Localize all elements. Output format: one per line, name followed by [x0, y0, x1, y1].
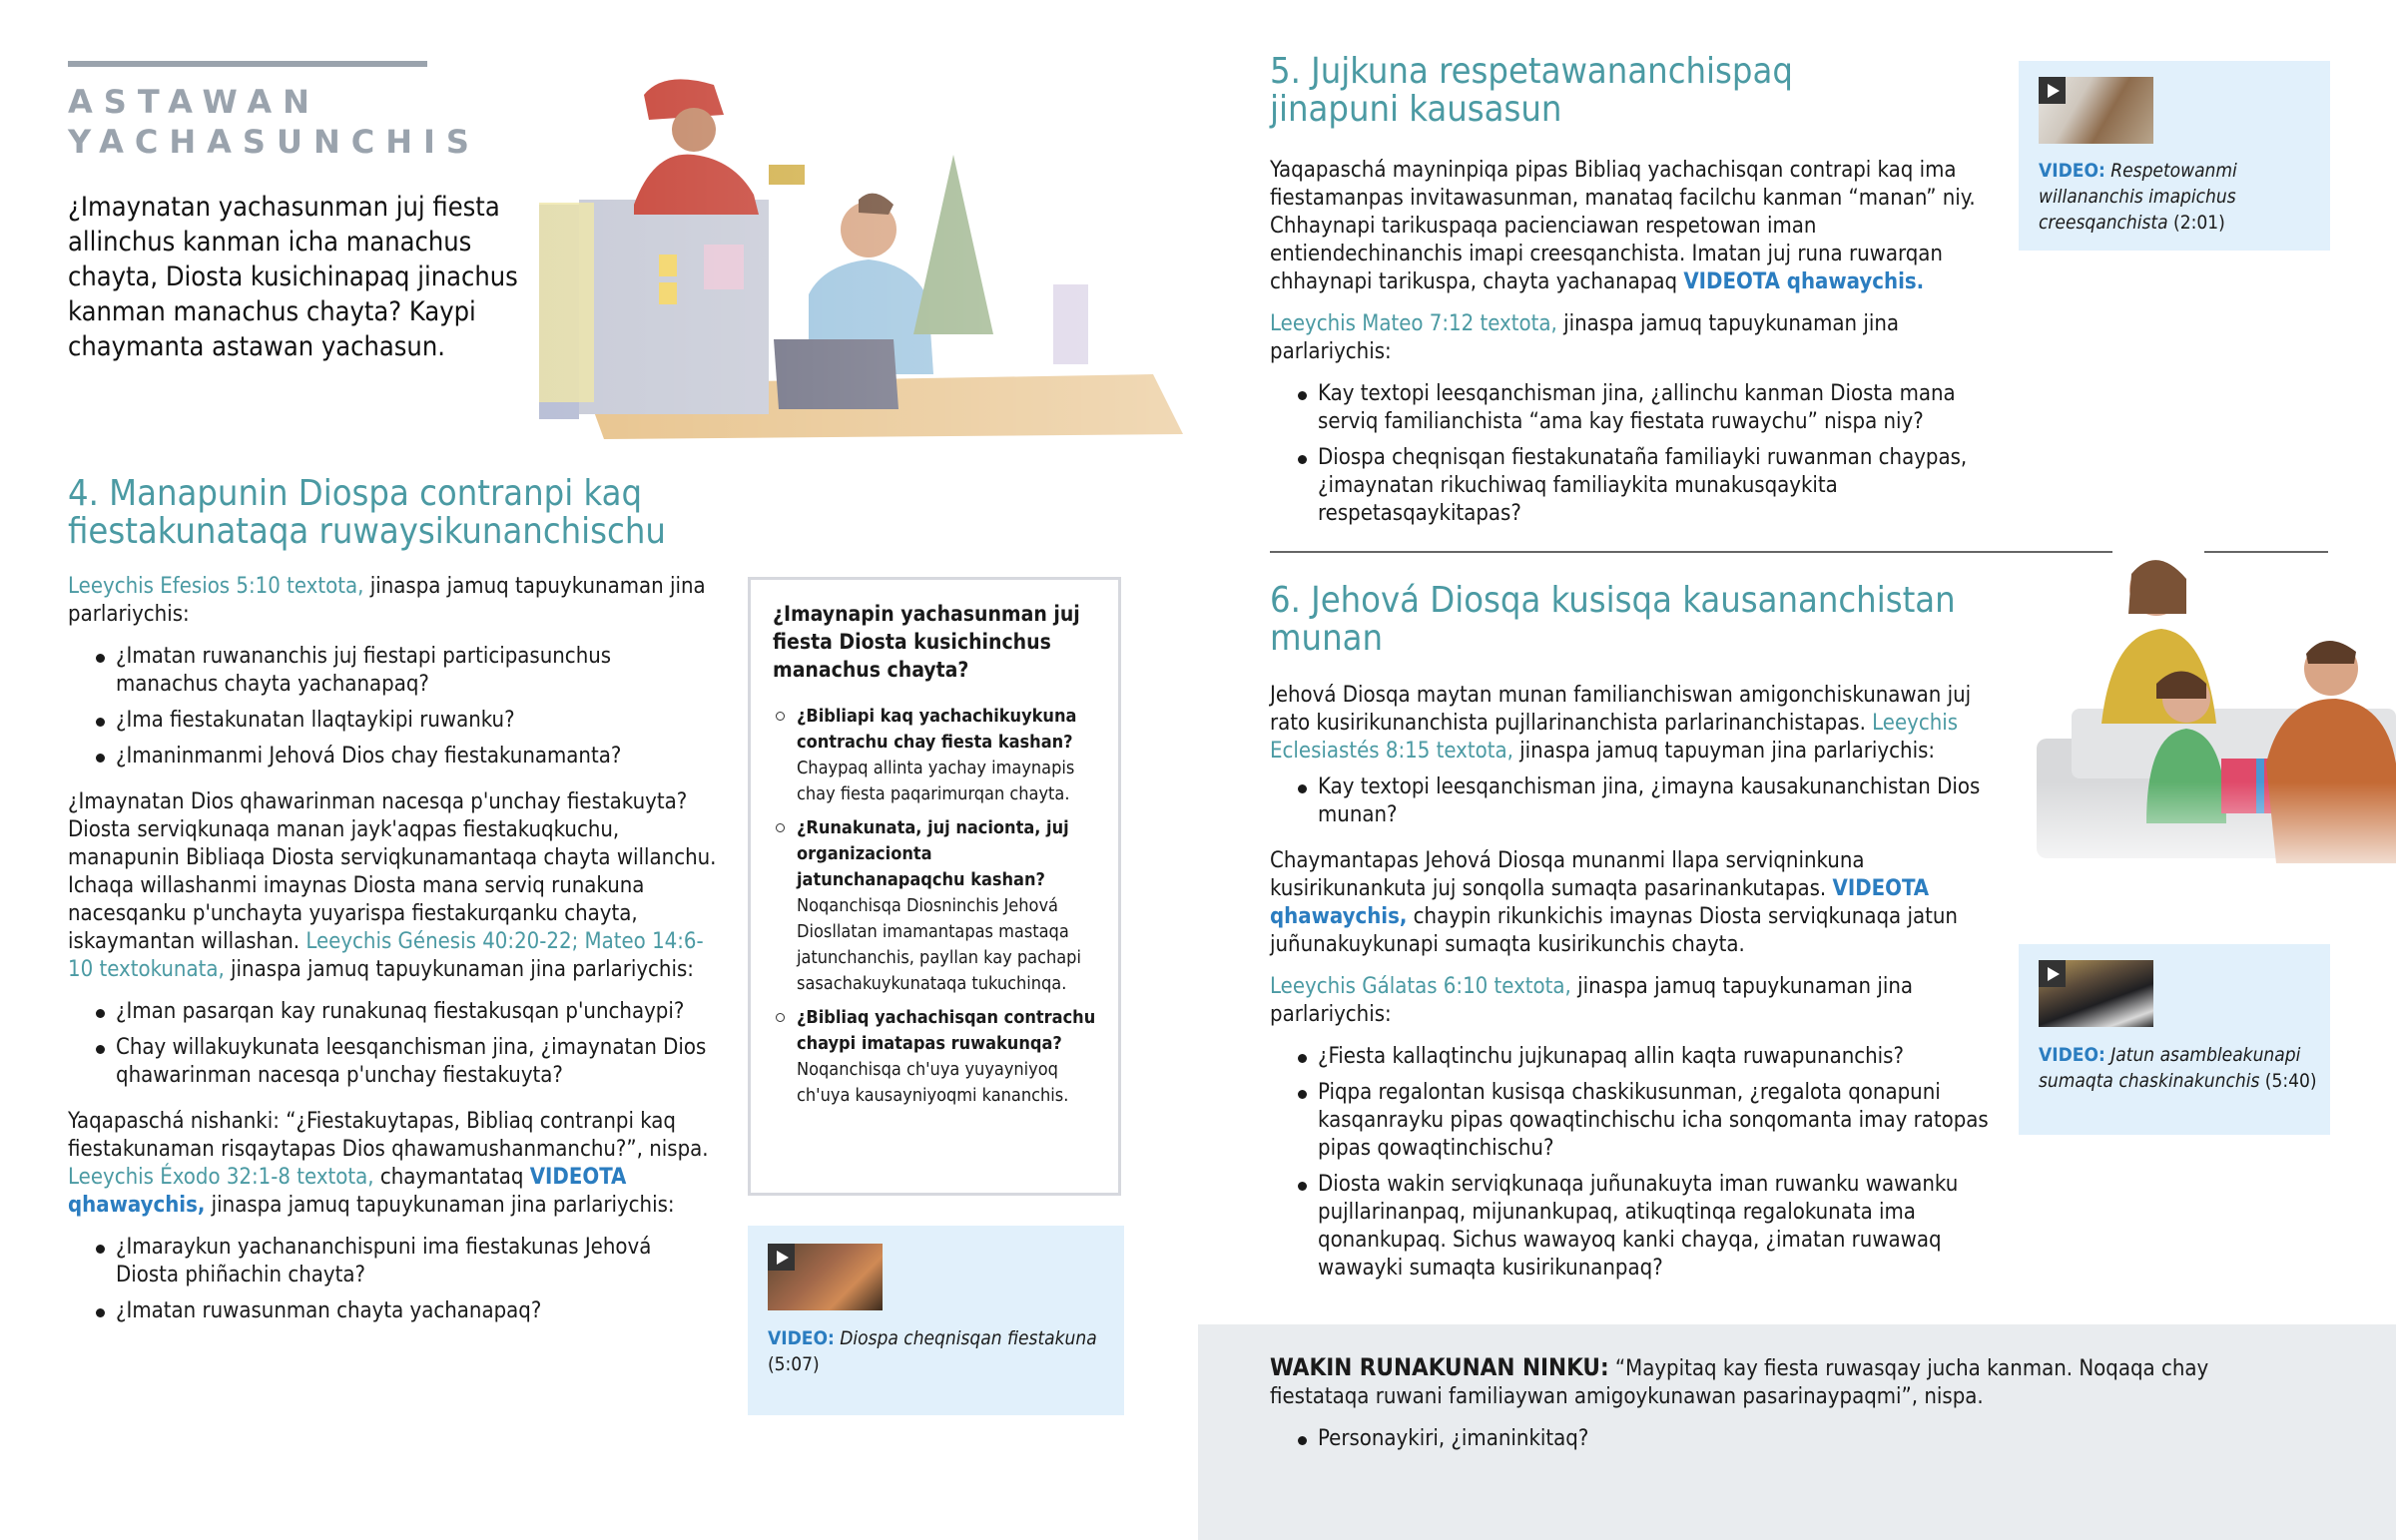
list-item: ¿Fiesta kallaqtinchu jujkunapaq allin kaqta ruwapunanchis?	[1270, 1043, 1991, 1071]
section5-content	[1270, 157, 2009, 536]
office-christmas-illustration	[514, 55, 1183, 444]
section4-para2-rest: jinaspa jamuq tapuykunaman jina parlariychis:	[224, 957, 694, 982]
video-thumbnail-1[interactable]	[768, 1244, 883, 1310]
intro-text: ¿Imaynatan yachasunman juj fiesta allinchus kanman icha manachus chayta, Diosta kusichinapaq jinachus kanman manachus chayta? Kaypi chaymanta astawan yachasun.	[68, 192, 518, 362]
section6-para2	[1270, 847, 1991, 959]
bottom-box-quote-text: “Maypitaq kay fiesta ruwasqay jucha kanman. Noqaqa chay fiestataqa ruwani familiaywan amigoykunawan pasarinaypaqmi”, nispa.	[1270, 1356, 2209, 1409]
video-label: VIDEO:	[2039, 160, 2105, 182]
list-item: ¿Imaraykun yachananchispuni ima fiestakunas Jehová Diosta phiñachin chayta?	[68, 1234, 717, 1289]
video-caption-2	[2039, 158, 2318, 236]
section6-para2-rest: chaypin rikunkichis imaynas Diosta serviqkunaqa jatun juñunakuykunapi sumaqta kusirikunchis chayta.	[1270, 904, 1958, 957]
list-item: ¿Imatan ruwananchis juj fiestapi participasunchus manachus chayta yachanapaq?	[68, 643, 717, 699]
list-item: ¿Imatan ruwasunman chayta yachanapaq?	[68, 1297, 717, 1325]
video-label: VIDEO:	[2039, 1044, 2105, 1066]
section6-read	[1270, 973, 1991, 1029]
scripture-link-eclesiastes[interactable]: Leeychis Eclesiastés 8:15 textota,	[1270, 711, 1959, 764]
list-item-bold: ¿Runakunata, juj nacionta, juj organizacionta jatunchanapaqchu kashan?	[797, 817, 1069, 890]
video-box-1[interactable]	[748, 1226, 1124, 1415]
list-item: ¿Ima fiestakunatan llaqtaykipi ruwanku?	[68, 707, 717, 735]
section5-para1	[1270, 157, 2009, 296]
section4-para3	[68, 1108, 717, 1220]
list-item: Kay textopi leesqanchisman jina, ¿imayna kausakunanchistan Dios munan?	[1270, 773, 1991, 829]
list-item: Diosta wakin serviqkunaqa juñunakuyta iman ruwanku wawanku pujllarinanpaq, mijunankupaq, atikuqtinqa regalokunata ima qonankupaq. Sichus wawayoq kanki chayqa, ¿imatan ruwawaq wawayki sumaqta kusirikunanpaq?	[1270, 1171, 1991, 1283]
section4-para3-text: Yaqapaschá nishanki: “¿Fiestakuytapas, Bibliaq contranpi kaq fiestakunaman risqaytapas Dios qhawamushanmanchu?”, nispa.	[68, 1109, 709, 1162]
scripture-link-mateo[interactable]: Leeychis Mateo 7:12 textota,	[1270, 311, 1557, 336]
bottom-box	[1198, 1324, 2396, 1540]
section4-read1-rest: jinaspa jamuq tapuykunaman jina parlariychis:	[68, 574, 706, 627]
list-item: Piqpa regalontan kusisqa chaskikusunman, ¿regalota qonapuni kasqanrayku pipas qowaqtinchischu icha sonqomanta imay ratopas pipas qowaqtinchischu?	[1270, 1079, 1991, 1163]
video-duration: (5:07)	[768, 1353, 820, 1375]
play-icon[interactable]	[2039, 77, 2066, 104]
list-item-text: Chaypaq allinta yachay imaynapis chay fiesta paqarimurqan chayta.	[797, 758, 1075, 804]
scripture-link-exodo[interactable]: Leeychis Éxodo 32:1-8 textota,	[68, 1165, 374, 1190]
section6-para1-rest: jinaspa jamuq tapuyman jina parlariychis:	[1512, 739, 1936, 764]
page-title-line1: ASTAWAN	[68, 83, 320, 121]
video-caption-3	[2039, 1042, 2323, 1094]
section6-para2-text: Chaymantapas Jehová Diosqa munanmi llapa serviqninkuna kusirikunankuta juj sonqolla sumaqta pasarinankutapas.	[1270, 848, 1865, 901]
list-item: ¿Iman pasarqan kay runakunaq fiestakusqan p'unchaypi?	[68, 998, 717, 1026]
sidebar-box-title: ¿Imaynapin yachasunman juj fiesta Diosta kusichinchus manachus chayta?	[773, 602, 1080, 682]
family-gift-illustration	[2017, 534, 2396, 888]
section5-read-rest: jinaspa jamuq tapuykunaman jina parlariychis:	[1270, 311, 1899, 364]
video-thumbnail-2[interactable]	[2039, 77, 2153, 144]
section5-questions	[1270, 380, 2009, 528]
section5-title: 5. Jujkuna respetawananchispaq jinapuni kausasun	[1270, 51, 1793, 130]
scripture-link-genesis-mateo[interactable]: Leeychis Génesis 40:20-22; Mateo 14:6-10 textokunata,	[68, 929, 704, 982]
list-item: Diospa cheqnisqan fiestakunataña familiayki ruwanman chaypas, ¿imaynatan rikuchiwaq familiaykita munakusqaykita respetasqaykitapas?	[1270, 444, 2009, 528]
section4-para3-rest: jinaspa jamuq tapuykunaman jina parlariychis:	[205, 1193, 675, 1218]
section4-para2	[68, 788, 717, 984]
office-illustration-svg	[514, 55, 1183, 444]
list-item: Kay textopi leesqanchisman jina, ¿allinchu kanman Diosta mana serviq familianchista “ama kay fiestata ruwaychu” nispa niy?	[1270, 380, 2009, 436]
family-illustration-svg	[2017, 534, 2396, 888]
bottom-box-label: WAKIN RUNAKUNAN NINKU:	[1270, 1353, 1609, 1381]
section6-questions-2	[1270, 1043, 1991, 1283]
section4-questions-1	[68, 643, 717, 770]
section4-read1	[68, 573, 717, 629]
video-title: Diospa cheqnisqan fiestakuna	[840, 1327, 1097, 1349]
header-rule	[68, 61, 427, 67]
sidebar-box	[748, 577, 1121, 1196]
video-duration: (5:40)	[2264, 1070, 2317, 1092]
video-title: Respetowanmi willananchis imapichus creesqanchista	[2039, 160, 2237, 234]
bottom-box-content	[1270, 1353, 2268, 1461]
section4-questions-3	[68, 1234, 717, 1325]
video-box-3[interactable]	[2019, 944, 2330, 1135]
play-icon[interactable]	[2039, 960, 2066, 987]
bottom-box-questions	[1270, 1425, 2268, 1453]
section6-para1	[1270, 682, 1991, 766]
video-caption-1	[768, 1325, 1097, 1377]
list-item-bold: ¿Bibliapi kaq yachachikuykuna contrachu chay fiesta kashan?	[797, 706, 1077, 753]
list-item	[773, 815, 1096, 997]
section4-questions-2	[68, 998, 717, 1090]
list-item-text: Noqanchisqa ch'uya yuyayniyoq ch'uya kausayniyoqmi kananchis.	[797, 1059, 1069, 1106]
list-item-bold: ¿Bibliaq yachachisqan contrachu chaypi imatapas ruwakunqa?	[797, 1007, 1096, 1054]
section4-content	[68, 573, 717, 1333]
list-item: Chay willakuykunata leesqanchisman jina, ¿imaynatan Dios qhawarinman nacesqa p'unchay fiestakuyta?	[68, 1034, 717, 1090]
list-item	[773, 1005, 1096, 1109]
section4-para2-text: ¿Imaynatan Dios qhawarinman nacesqa p'unchay fiestakuyta? Diosta serviqkunaqa manan jayk'aqpas fiestakuqkuchu, manapunin Bibliaqa Diosta serviqkunamantaqa chayta willanchu. Ichaqa willashanmi imaynas Diosta mana serviq runakuna nacesqanku p'unchayta yuyarispa fiestakurqanku chayta, iskaymantan willashan.	[68, 789, 717, 954]
section5-read	[1270, 310, 2009, 366]
bottom-box-quote	[1270, 1353, 2268, 1411]
section4-title: 4. Manapunin Diospa contranpi kaq fiestakunataqa ruwaysikunanchischu	[68, 473, 666, 552]
list-item	[773, 704, 1096, 807]
video-link-1[interactable]: VIDEOTA qhawaychis,	[68, 1165, 627, 1218]
section6-content	[1270, 682, 1991, 1290]
video-link-2[interactable]: VIDEOTA qhawaychis.	[1683, 269, 1925, 294]
list-item: ¿Imaninmanmi Jehová Dios chay fiestakunamanta?	[68, 743, 717, 770]
section6-title: 6. Jehová Diosqa kusisqa kausananchistan munan	[1270, 580, 1956, 659]
video-link-3[interactable]: VIDEOTA qhawaychis,	[1270, 876, 1930, 929]
list-item: Personaykiri, ¿imaninkitaq?	[1270, 1425, 2268, 1453]
section6-read-rest: jinaspa jamuq tapuykunaman jina parlariychis:	[1270, 974, 1914, 1027]
video-title: Jatun asambleakunapi sumaqta chaskinakunchis	[2039, 1044, 2301, 1092]
scripture-link-efesios[interactable]: Leeychis Efesios 5:10 textota,	[68, 574, 364, 599]
section-divider	[1270, 551, 2112, 553]
section6-questions-1	[1270, 773, 1991, 829]
list-item-text: Noqanchisqa Diosninchis Jehová Diosllatan imamantapas mastaqa jatunchanchis, payllan kay pachapi sasachakuykunataqa tukuchinqa.	[797, 895, 1081, 994]
video-box-2[interactable]	[2019, 61, 2330, 251]
video-thumbnail-3[interactable]	[2039, 960, 2153, 1027]
sidebar-box-list	[773, 704, 1096, 1109]
video-duration: (2:01)	[2173, 212, 2225, 234]
video-label: VIDEO:	[768, 1327, 835, 1349]
section6-para1-text: Jehová Diosqa maytan munan familianchiswan amigonchiskunawan juj rato kusirikunanchista pujllarinanchista parlarinanchistapas.	[1270, 683, 1972, 736]
play-icon[interactable]	[768, 1244, 795, 1271]
page-title-line2: YACHASUNCHIS	[68, 123, 480, 161]
page-title	[68, 82, 480, 162]
scripture-link-galatas[interactable]: Leeychis Gálatas 6:10 textota,	[1270, 974, 1571, 999]
section4-para3-mid: chaymantataq	[373, 1165, 530, 1190]
section5-para1-text: Yaqapaschá mayninpiqa pipas Bibliaq yachachisqan contrapi kaq ima fiestamanpas invitawasunman, manataq facilchu kanman “manan” niy. Chhaynapi tarikuspaqa pacienciawan respetowan iman entiendechinanchis imapi creesqanchista. Imatan juj runa ruwarqan chhaynapi tarikuspa, chayta yachanapaq	[1270, 158, 1976, 294]
